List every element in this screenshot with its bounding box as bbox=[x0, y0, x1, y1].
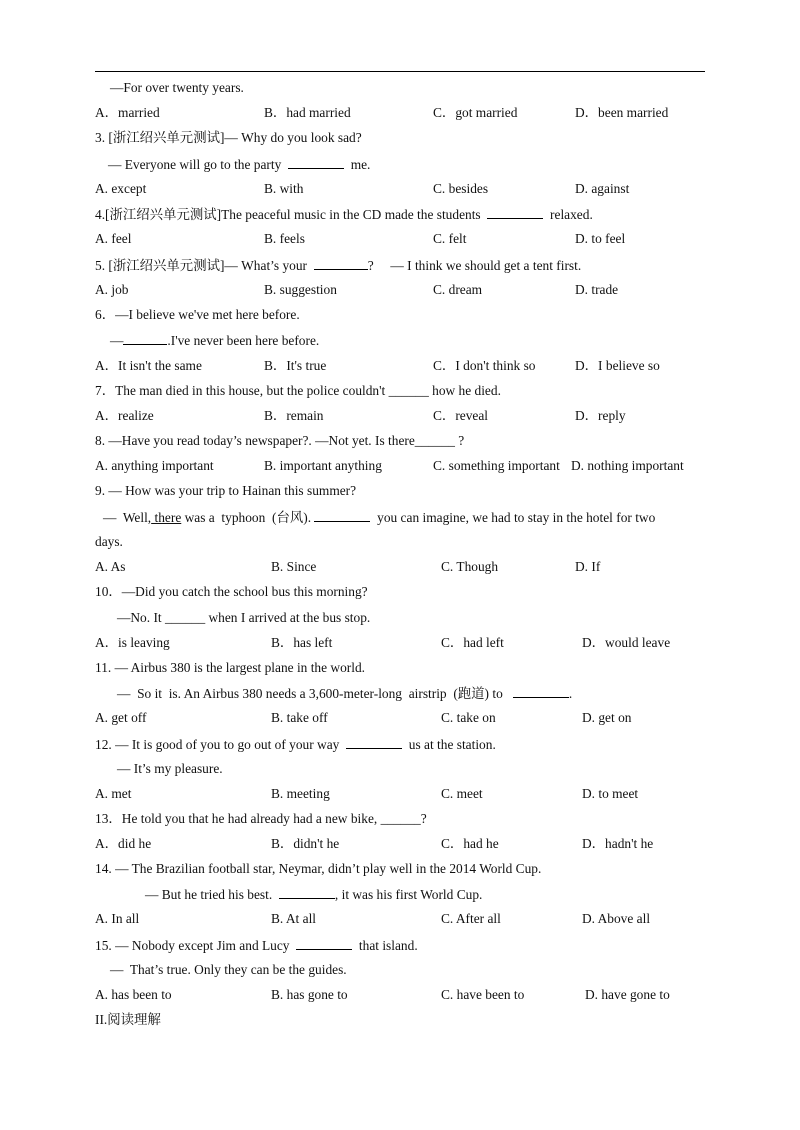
q9-option-d: D. If bbox=[575, 559, 601, 574]
section-heading: II.阅读理解 bbox=[95, 1012, 161, 1027]
q3-stem: 3. [浙江绍兴单元测试]— Why do you look sad? bbox=[95, 130, 362, 145]
q2-option-b: B．had married bbox=[264, 105, 351, 120]
q6-option-d: D．I believe so bbox=[575, 358, 660, 373]
q10-option-a: A．is leaving bbox=[95, 635, 170, 650]
q3-line2: — Everyone will go to the party me. bbox=[108, 157, 371, 172]
q7-option-b: B．remain bbox=[264, 408, 324, 423]
header-rule bbox=[95, 71, 705, 72]
q5-option-b: B. suggestion bbox=[264, 282, 337, 297]
q12-option-c: C. meet bbox=[441, 786, 483, 801]
q6-option-b: B．It's true bbox=[264, 358, 327, 373]
q4-option-b: B. feels bbox=[264, 231, 305, 246]
answer-blank bbox=[487, 206, 543, 219]
q4-option-d: D. to feel bbox=[575, 231, 626, 246]
q3-option-c: C. besides bbox=[433, 181, 489, 196]
q4-option-a: A. feel bbox=[95, 231, 132, 246]
q2-option-a: A．married bbox=[95, 105, 160, 120]
q6-option-c: C．I don't think so bbox=[433, 358, 536, 373]
q12-line2: — It’s my pleasure. bbox=[117, 761, 223, 776]
q2-option-c: C．got married bbox=[433, 105, 518, 120]
q3-option-d: D. against bbox=[575, 181, 630, 196]
q5-option-d: D. trade bbox=[575, 282, 619, 297]
q11-option-c: C. take on bbox=[441, 710, 496, 725]
answer-blank bbox=[288, 156, 344, 169]
q6-line2: — .I've never been here before. bbox=[110, 333, 320, 348]
q15-option-a: A. has been to bbox=[95, 987, 172, 1002]
q10-stem: 10．—Did you catch the school bus this morning? bbox=[95, 584, 368, 599]
q12-option-d: D. to meet bbox=[582, 786, 639, 801]
q14-line2: — But he tried his best. , it was his first World Cup. bbox=[145, 887, 483, 902]
q10-option-b: B．has left bbox=[271, 635, 333, 650]
answer-blank bbox=[296, 937, 352, 950]
q2-option-d: D．been married bbox=[575, 105, 669, 120]
q13-option-d: D．hadn't he bbox=[582, 836, 654, 851]
q4-stem: 4.[浙江绍兴单元测试]The peaceful music in the CD made the students relaxed. bbox=[95, 207, 593, 222]
q10-option-d: D．would leave bbox=[582, 635, 671, 650]
q8-option-c: C. something important bbox=[433, 458, 560, 473]
q10-line2: —No. It ______ when I arrived at the bus stop. bbox=[117, 610, 371, 625]
q5-option-c: C. dream bbox=[433, 282, 483, 297]
q3-option-a: A. except bbox=[95, 181, 147, 196]
answer-blank bbox=[314, 509, 370, 522]
q13-option-c: C．had he bbox=[441, 836, 499, 851]
q6-stem: 6．—I believe we've met here before. bbox=[95, 307, 300, 322]
q14-option-a: A. In all bbox=[95, 911, 140, 926]
q8-option-a: A. anything important bbox=[95, 458, 214, 473]
q11-option-d: D. get on bbox=[582, 710, 632, 725]
q14-stem: 14. — The Brazilian football star, Neymar, didn’t play well in the 2014 World Cup. bbox=[95, 861, 542, 876]
q12-option-a: A. met bbox=[95, 786, 132, 801]
q15-option-c: C. have been to bbox=[441, 987, 525, 1002]
q15-line2: — That’s true. Only they can be the guides. bbox=[110, 962, 347, 977]
q15-option-b: B. has gone to bbox=[271, 987, 348, 1002]
q3-option-b: B. with bbox=[264, 181, 304, 196]
q11-option-b: B. take off bbox=[271, 710, 328, 725]
q14-option-c: C. After all bbox=[441, 911, 501, 926]
answer-blank bbox=[346, 736, 402, 749]
q9-stem: 9. — How was your trip to Hainan this summer? bbox=[95, 483, 357, 498]
answer-blank bbox=[513, 685, 569, 698]
q11-line2: — So it is. An Airbus 380 needs a 3,600-meter-long airstrip (跑道) to . bbox=[117, 686, 573, 701]
q15-stem: 15. — Nobody except Jim and Lucy that island. bbox=[95, 938, 418, 953]
q7-option-c: C．reveal bbox=[433, 408, 489, 423]
q12-option-b: B. meeting bbox=[271, 786, 330, 801]
q11-option-a: A. get off bbox=[95, 710, 147, 725]
q9-option-b: B. Since bbox=[271, 559, 317, 574]
q12-stem: 12. — It is good of you to go out of your way us at the station. bbox=[95, 737, 496, 752]
q13-option-a: A．did he bbox=[95, 836, 152, 851]
q9-line2: — Well, there was a typhoon (台风). you can imagine, we had to stay in the hotel for two bbox=[103, 510, 656, 525]
q14-option-b: B. At all bbox=[271, 911, 317, 926]
q9-line3: days. bbox=[95, 534, 123, 549]
q9-option-a: A. As bbox=[95, 559, 126, 574]
q8-option-b: B. important anything bbox=[264, 458, 382, 473]
q15-option-d: D. have gone to bbox=[585, 987, 670, 1002]
answer-blank bbox=[123, 332, 167, 345]
q8-stem: 8. —Have you read today’s newspaper?. —Not yet. Is there______ ? bbox=[95, 433, 465, 448]
q14-option-d: D. Above all bbox=[582, 911, 651, 926]
q10-option-c: C．had left bbox=[441, 635, 504, 650]
intro-answer: —For over twenty years. bbox=[110, 80, 244, 95]
q9-option-c: C. Though bbox=[441, 559, 499, 574]
q8-option-d: D. nothing important bbox=[571, 458, 684, 473]
q5-option-a: A. job bbox=[95, 282, 129, 297]
q13-option-b: B．didn't he bbox=[271, 836, 340, 851]
answer-blank bbox=[314, 257, 368, 270]
q11-stem: 11. — Airbus 380 is the largest plane in the world. bbox=[95, 660, 366, 675]
q7-stem: 7．The man died in this house, but the police couldn't ______ how he died. bbox=[95, 383, 501, 398]
q6-option-a: A．It isn't the same bbox=[95, 358, 202, 373]
q5-stem: 5. [浙江绍兴单元测试]— What’s your ? — I think we should get a tent first. bbox=[95, 258, 582, 273]
q7-option-d: D．reply bbox=[575, 408, 626, 423]
q7-option-a: A．realize bbox=[95, 408, 154, 423]
answer-blank bbox=[279, 886, 335, 899]
q13-stem: 13．He told you that he had already had a new bike, ______? bbox=[95, 811, 427, 826]
q4-option-c: C. felt bbox=[433, 231, 467, 246]
